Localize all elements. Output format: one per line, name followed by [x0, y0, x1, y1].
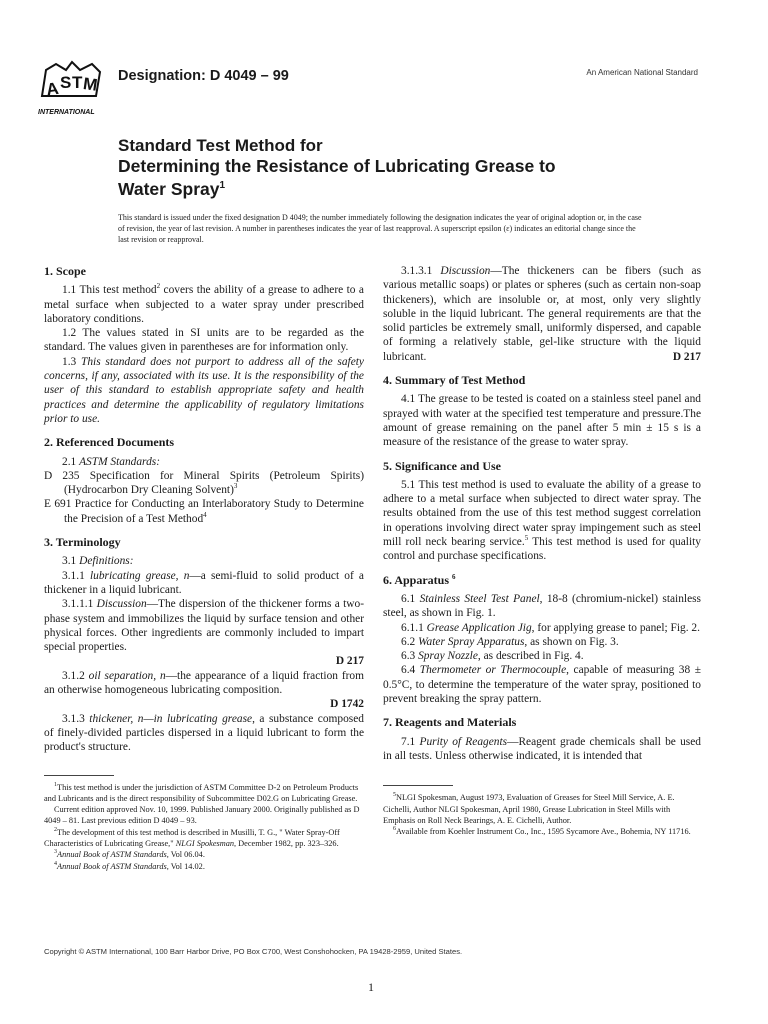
copyright-notice: Copyright © ASTM International, 100 Barr Harbor Drive, PO Box C700, West Conshohocken, PA 19428-2959, United States. — [44, 947, 463, 956]
footnote-2-text: The development of this test method is described in Musilli, T. G., " Water Spray-Off Characteristics of Lubricating Grease," — [44, 827, 340, 848]
footnote-5-text: NLGI Spokesman, August 1973, Evaluation of Greases for Steel Mill Service, A. E. Cichelli, Author NLGI Spokesman, April 1980, Grease Lubrication in Steel Mills with Emphasis on Roll Neck Bearings, A. E. Cichelli, Author. — [383, 793, 675, 825]
footnote-3-text: Annual Book of ASTM Standards — [57, 850, 167, 860]
spray-apparatus-label: Water Spray Apparatus — [418, 635, 525, 648]
ref-d235 — [44, 469, 364, 498]
title-text: Determining the Resistance of Lubricating Grease to Water Spray — [118, 156, 556, 199]
national-standard-label: An American National Standard — [586, 68, 698, 77]
footnote-3-vol: , Vol 06.04. — [166, 850, 205, 860]
para-7-1-num: 7.1 — [401, 735, 420, 748]
para-3-1-3-num: 3.1.3 — [62, 712, 90, 725]
discussion-label-2: Discussion — [440, 265, 491, 277]
svg-text:A: A — [44, 78, 60, 100]
section-heading-scope: 1. Scope — [44, 264, 86, 278]
footnote-4 — [44, 861, 364, 872]
para-6-1-1 — [383, 621, 701, 635]
para-3-1-1-text: —a semi-fluid to solid product of a thickener in a liquid lubricant. — [44, 569, 364, 596]
para-2-1 — [44, 455, 364, 469]
para-3-1-2-text: —the appearance of a liquid fraction from an otherwise homogeneous lubricating composition. — [44, 669, 364, 697]
left-column — [44, 264, 364, 872]
para-6-4-text: , capable of measuring 38 ± 0.5°C, to determine the temperature of the water spray, positioned to prevent breaking the spray pattern. — [383, 664, 701, 706]
right-column — [383, 264, 701, 837]
para-3-1-1-num: 3.1.1 — [62, 569, 90, 582]
para-3-1-2-num: 3.1.2 — [62, 669, 89, 682]
para-5-1-b: This test method is used for quality control and purchase specifications. — [383, 536, 702, 563]
section-heading-reagents: 7. Reagents and Materials — [383, 715, 517, 730]
section-heading-terminology: 3. Terminology — [44, 535, 121, 550]
para-7-1-text: —Reagent grade chemicals shall be used in all tests. Unless otherwise indicated, it is intended that — [383, 735, 701, 762]
footnote-6 — [383, 826, 701, 837]
footnotes-right — [383, 792, 701, 837]
astm-logo-mark — [36, 56, 114, 120]
para-5-1-a: 5.1 This test method is used to evaluate the ability of a grease to adhere to a metal surface when subjected to direct water spray. The results obtained from the use of this test method suggest correlation in operations involving direct water spray impingement such as steel mill roll neck bearing service. — [383, 478, 701, 549]
para-3-1-1-1 — [44, 597, 364, 654]
section-heading-referenced-documents: 2. Referenced Documents — [44, 435, 175, 450]
test-panel-label: Stainless Steel Test Panel — [419, 592, 540, 605]
para-6-2-num: 6.2 — [401, 635, 419, 648]
footnote-divider — [44, 775, 114, 776]
application-jig-label: Grease Application Jig — [426, 621, 532, 634]
para-3-1-3-1-num: 3.1.3.1 — [401, 265, 441, 277]
para-3-1-num: 3.1 — [62, 555, 80, 568]
para-1-1-b: covers the ability of a grease to adhere to a metal surface when subjected to a water spray under prescribed laboratory conditions. — [44, 284, 364, 325]
section-heading-significance: 5. Significance and Use — [383, 458, 502, 473]
para-3-1-1 — [44, 569, 364, 598]
footnote-1-text: This test method is under the jurisdiction of ASTM Committee D-2 on Petroleum Products and Lubricants and is the direct responsibility of Subcommittee D02.G on Lubricating Grease. — [44, 782, 359, 803]
ref-d1742: D 1742 — [330, 698, 364, 711]
footnote-3 — [44, 849, 364, 860]
logo-subtext: INTERNATIONAL — [38, 109, 95, 116]
footnote-6-text: Available from Koehler Instrument Co., Inc., 1595 Sycamore Ave., Bohemia, NY 11716. — [396, 827, 691, 837]
footnote-4-mark: 4 — [54, 860, 57, 867]
para-1-1-a: 1.1 This test method — [62, 284, 157, 297]
para-6-4 — [383, 663, 701, 706]
footnote-1-mark: 1 — [54, 781, 57, 788]
para-6-2 — [383, 635, 701, 649]
title-line-1: Standard Test Method for — [118, 136, 323, 155]
ref-e691-text: E 691 Practice for Conducting an Interlaboratory Study to Determine the Precision of a Test Method — [44, 498, 364, 525]
term-oil-separation: oil separation, n — [88, 669, 166, 682]
footnote-2 — [44, 827, 364, 850]
section-heading-summary: 4. Summary of Test Method — [383, 373, 526, 388]
apparatus-heading-text: 6. Apparatus — [383, 572, 453, 587]
para-3-1-3-1 — [383, 264, 701, 364]
title-footnote-mark: 1 — [219, 180, 226, 191]
thermometer-label: Thermometer or Thermocouple — [419, 664, 567, 677]
para-1-2: 1.2 The values stated in SI units are to be regarded as the standard. The values given in parentheses are for information only. — [44, 327, 364, 354]
para-6-1 — [383, 592, 701, 621]
para-1-3-num: 1.3 — [62, 355, 82, 368]
footnote-5-mark: 5 — [393, 792, 396, 799]
footnote-ref-4: 4 — [203, 510, 207, 519]
para-6-4-num: 6.4 — [401, 664, 420, 677]
section-heading-apparatus — [383, 564, 701, 592]
para-6-3-num: 6.3 — [401, 650, 419, 663]
designation: Designation: D 4049 – 99 — [118, 68, 289, 84]
footnote-2-mark: 2 — [54, 826, 57, 833]
footnote-5 — [383, 792, 701, 826]
footnote-ref-2: 2 — [156, 282, 161, 291]
svg-text:S: S — [60, 73, 72, 92]
para-6-2-text: , as shown on Fig. 3. — [524, 635, 619, 648]
para-3-1 — [44, 554, 364, 568]
para-3-1-text: Definitions: — [79, 555, 134, 568]
para-7-1 — [383, 735, 701, 764]
para-1-3-text: This standard does not purport to address all of the safety concerns, if any, associated with its use. It is the responsibility of the user of this standard to establish appropriate safety and health practices and determine the applicability of regulatory limitations prior to use. — [44, 355, 364, 425]
svg-text:M: M — [81, 73, 99, 95]
ref-d235-text: D 235 Specification for Mineral Spirits (Petroleum Spirits) (Hydrocarbon Dry Cleaning Solvent) — [44, 469, 364, 497]
footnote-divider-right — [383, 785, 453, 786]
svg-text:T: T — [72, 73, 83, 92]
footnote-3-mark: 3 — [54, 849, 57, 856]
standard-notice: This standard is issued under the fixed designation D 4049; the number immediately following the designation indicates the year of original adoption or, in the case of revision, the year of last revision. A number in parentheses indicates the year of last reapproval. A superscript epsilon (ε) indicates an editorial change since the last revision or reapproval. — [118, 213, 642, 244]
para-6-1-1-text: , for applying grease to panel; Fig. 2. — [531, 621, 700, 634]
term-lubricating-grease: lubricating grease, n — [89, 569, 190, 582]
ref-d217-right: D 217 — [672, 350, 701, 363]
para-1-3 — [44, 355, 364, 426]
para-6-1-num: 6.1 — [401, 592, 420, 605]
title-line-2 — [118, 156, 588, 199]
astm-logo — [36, 56, 114, 120]
spray-nozzle-label: Spray Nozzle — [418, 650, 478, 663]
para-2-1-num: 2.1 — [62, 455, 80, 468]
para-2-1-text: ASTM Standards: — [79, 455, 160, 468]
para-3-1-1-1-text: —The dispersion of the thickener forms a two-phase system and immobilizes the liquid by surface tension and other physical forces. Other ingredients are commonly included to impart special properties. — [44, 598, 365, 654]
para-4-1: 4.1 The grease to be tested is coated on a stainless steel panel and sprayed with water at the specified test temperature and pressure.The amount of grease remaining on the panel after 5 min ± 15 s is a measure of the resistance of the grease to water spray. — [383, 393, 701, 449]
footnote-2-pages: , December 1982, pp. 323–326. — [234, 838, 339, 848]
page-number: 1 — [368, 980, 374, 994]
footnote-ref-3: 3 — [233, 482, 238, 491]
ref-e691 — [44, 497, 364, 526]
footnote-2-journal: NLGI Spokesman — [175, 838, 235, 848]
para-6-1-text: , 18-8 (chromium-nickel) stainless steel, as shown in Fig. 1. — [383, 592, 701, 620]
footnote-ref-5: 5 — [524, 534, 529, 543]
para-1-1 — [44, 283, 364, 326]
para-3-1-3 — [44, 712, 364, 755]
footnote-4-vol: , Vol 14.02. — [166, 861, 205, 871]
footnote-1-edition: Current edition approved Nov. 10, 1999. Published January 2000. Originally published as D 4049 – 81. Last previous edition D 4049 – 93. — [44, 805, 360, 826]
para-3-1-3-text: , a substance composed of finely-divided particles dispersed in a liquid lubricant to form the product's structure. — [44, 712, 364, 754]
footnotes-left — [44, 782, 364, 872]
discussion-label: Discussion — [96, 598, 147, 611]
purity-label: Purity of Reagents — [419, 735, 508, 748]
para-3-1-2 — [44, 669, 364, 698]
para-6-3-text: , as described in Fig. 4. — [477, 650, 584, 663]
term-thickener: thickener, n—in lubricating grease — [89, 712, 253, 725]
para-6-3 — [383, 649, 701, 663]
ref-d217-left: D 217 — [335, 655, 364, 668]
footnote-6-mark: 6 — [393, 826, 396, 833]
footnote-ref-6: 6 — [452, 572, 456, 581]
footnote-1 — [44, 782, 364, 805]
para-5-1 — [383, 478, 701, 564]
para-3-1-3-1-text: —The thickeners can be fibers (such as various metallic soaps) or plates or spheres (such as certain non-soap thickeners), which are insoluble or, at most, only very slightly soluble in the liquid lubricant. The general requirements are that the solid particles be extremely small, uniformly dispersed, and capable of forming a relatively stable, gel-like structure with the liquid lubricant. — [383, 265, 701, 363]
para-6-1-1-num: 6.1.1 — [401, 621, 427, 634]
para-3-1-1-1-num: 3.1.1.1 — [62, 598, 97, 611]
footnote-4-text: Annual Book of ASTM Standards — [57, 861, 167, 871]
